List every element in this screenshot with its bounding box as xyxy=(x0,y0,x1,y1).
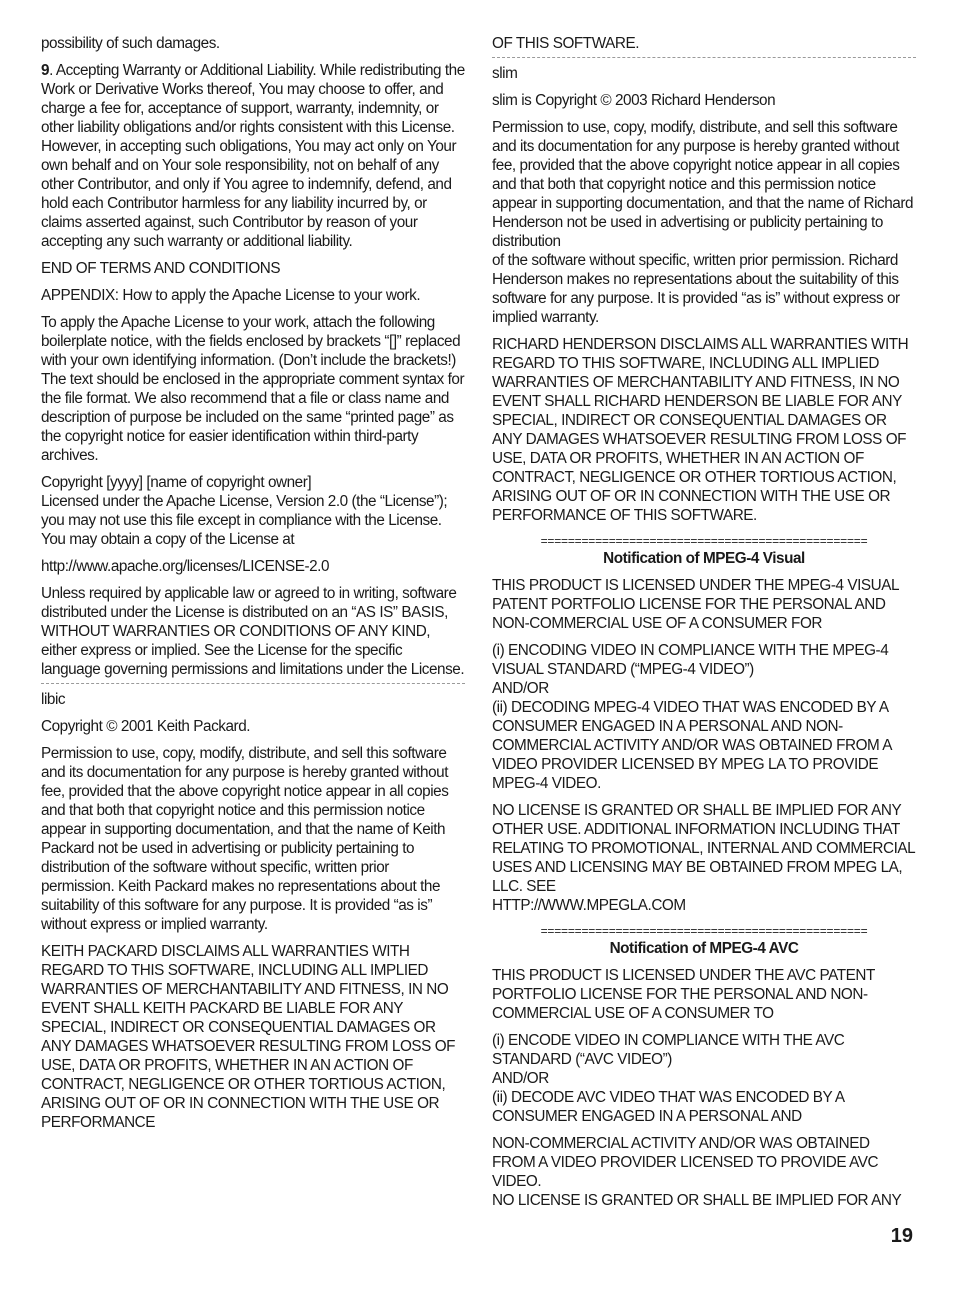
mpeg4-paragraph-3: NO LICENSE IS GRANTED OR SHALL BE IMPLIED FOR ANY OTHER USE. ADDITIONAL INFORMATION INCLUDING THAT RELATING TO PROMOTIONAL, INTERNAL AND COMMERCIAL USES AND LICENSING MAY BE OBTAINED FROM MPEG LA, LLC. SEE HTTP://WWW.MPEGLA.COM xyxy=(492,802,915,914)
page-number: 19 xyxy=(890,1225,913,1247)
libic-copyright: Copyright © 2001 Keith Packard. xyxy=(41,718,251,735)
mpeg4-paragraph-1: THIS PRODUCT IS LICENSED UNDER THE MPEG-4 VISUAL PATENT PORTFOLIO LICENSE FOR THE PERSONAL AND NON-COMMERCIAL USE OF A CONSUMER FOR xyxy=(492,577,899,632)
avc-paragraph-1: THIS PRODUCT IS LICENSED UNDER THE AVC PATENT PORTFOLIO LICENSE FOR THE PERSONAL AND NON-COMMERCIAL USE OF A CONSUMER TO xyxy=(492,967,875,1022)
license-url: http://www.apache.org/licenses/LICENSE-2.0 xyxy=(41,558,330,575)
continuation-text: possibility of such damages. xyxy=(41,35,220,52)
section-number: 9 xyxy=(41,62,50,79)
avc-paragraph-3: NON-COMMERCIAL ACTIVITY AND/OR WAS OBTAINED FROM A VIDEO PROVIDER LICENSED TO PROVIDE AVC VIDEO. NO LICENSE IS GRANTED OR SHALL BE IMPLIED FOR ANY xyxy=(492,1135,902,1209)
libic-disclaimer: KEITH PACKARD DISCLAIMS ALL WARRANTIES WITH REGARD TO THIS SOFTWARE, INCLUDING ALL IMPLIED WARRANTIES OF MERCHANTABILITY AND FITNESS, IN NO EVENT SHALL KEITH PACKARD BE LIABLE FOR ANY SPECIAL, INDIRECT OR CONSEQUENTIAL DAMAGES OR ANY DAMAGES WHATSOEVER RESULTING FROM LOSS OF USE, DATA OR PROFITS, WHETHER IN AN ACTION OF CONTRACT, NEGLIGENCE OR OTHER TORTIOUS ACTION, ARISING OUT OF OR IN CONNECTION WITH THE USE OR PERFORMANCE xyxy=(41,943,456,1131)
left-column xyxy=(41,34,465,1140)
mpeg4-paragraph-2: (i) ENCODING VIDEO IN COMPLIANCE WITH THE MPEG-4 VISUAL STANDARD (“MPEG-4 VIDEO”) AND/OR (ii) DECODING MPEG-4 VIDEO THAT WAS ENCODED BY A CONSUMER ENGAGED IN A PERSONAL AND NON-COMMERCIAL ACTIVITY AND/OR WAS OBTAINED FROM A VIDEO PROVIDER LICENSED BY MPEG LA TO PROVIDE MPEG-4 VIDEO. xyxy=(492,642,892,792)
slim-permission: Permission to use, copy, modify, distribute, and sell this software and its documentation for any purpose is hereby granted without fee, provided that the above copyright notice appear in all copies and that both that copyright notice and this permission notice appear in supporting documentation, and that the name of Richard Henderson not be used in advertising or publicity pertaining to distribution of the software without specific, written prior permission. Richard Henderson makes no representations about the suitability of this software for any purpose. It is provided “as is” without express or implied warranty. xyxy=(492,119,914,326)
libic-permission: Permission to use, copy, modify, distribute, and sell this software and its documentation for any purpose is hereby granted without fee, provided that the above copyright notice appear in all copies and that both that copyright notice and this permission notice appear in supporting documentation, and that the name of Keith Packard not be used in advertising or publicity pertaining to distribution of the software without specific, written prior permission. Keith Packard makes no representations about the suitability of this software for any purpose. It is provided “as is” without express or implied warranty. xyxy=(41,745,449,933)
double-rule: ================================================ xyxy=(540,925,868,937)
continuation-text: OF THIS SOFTWARE. xyxy=(492,35,640,52)
slim-title: slim xyxy=(492,65,518,82)
as-is-paragraph: Unless required by applicable law or agreed to in writing, software distributed under the License is distributed on an “AS IS” BASIS, WITHOUT WARRANTIES OR CONDITIONS OF ANY KIND, either express or implied. See the License for the specific language governing permissions and limitations under the License. xyxy=(41,585,465,678)
end-of-terms: END OF TERMS AND CONDITIONS xyxy=(41,260,281,277)
slim-disclaimer: RICHARD HENDERSON DISCLAIMS ALL WARRANTIES WITH REGARD TO THIS SOFTWARE, INCLUDING ALL IMPLIED WARRANTIES OF MERCHANTABILITY AND FITNESS, IN NO EVENT SHALL RICHARD HENDERSON BE LIABLE FOR ANY SPECIAL, INDIRECT OR CONSEQUENTIAL DAMAGES OR ANY DAMAGES WHATSOEVER RESULTING FROM LOSS OF USE, DATA OR PROFITS, WHETHER IN AN ACTION OF CONTRACT, NEGLIGENCE OR OTHER TORTIOUS ACTION, ARISING OUT OF OR IN CONNECTION WITH THE USE OR PERFORMANCE OF THIS SOFTWARE. xyxy=(492,336,909,524)
section-9-paragraph xyxy=(41,61,465,251)
right-column xyxy=(492,34,916,1218)
double-rule: ================================================ xyxy=(540,535,868,547)
divider xyxy=(492,57,916,58)
avc-paragraph-2: (i) ENCODE VIDEO IN COMPLIANCE WITH THE AVC STANDARD (“AVC VIDEO”) AND/OR (ii) DECODE AVC VIDEO THAT WAS ENCODED BY A CONSUMER ENGAGED IN A PERSONAL AND xyxy=(492,1032,845,1125)
mpeg4-visual-title: Notification of MPEG-4 Visual xyxy=(603,550,805,567)
divider xyxy=(41,683,465,684)
section-9-text: . Accepting Warranty or Additional Liability. While redistributing the Work or Derivative Works thereof, You may choose to offer, and charge a fee for, acceptance of support, warranty, indemnity, or other liability obligations and/or rights consistent with this License. However, in accepting such obligations, You may act only on Your own behalf and on Your sole responsibility, not on behalf of any other Contributor, and only if You agree to indemnify, defend, and hold each Contributor harmless for any liability incurred by, or claims asserted against, such Contributor by reason of your accepting any such warranty or additional liability. xyxy=(41,62,465,250)
boilerplate-notice: Copyright [yyyy] [name of copyright owner] Licensed under the Apache License, Version 2.0 (the “License”); you may not use this file except in compliance with the License. You may obtain a copy of the License at xyxy=(41,474,448,548)
appendix-paragraph: To apply the Apache License to your work, attach the following boilerplate notice, with the fields enclosed by brackets “[]” replaced with your own identifying information. (Don’t include the brackets!) The text should be enclosed in the appropriate comment syntax for the file format. We also recommend that a file or class name and description of purpose be included on the same “printed page” as the copyright notice for easier identification within third-party archives. xyxy=(41,314,465,464)
libic-title: libic xyxy=(41,691,66,708)
appendix-heading: APPENDIX: How to apply the Apache License to your work. xyxy=(41,287,421,304)
slim-copyright: slim is Copyright © 2003 Richard Henderson xyxy=(492,92,776,109)
mpeg4-avc-title: Notification of MPEG-4 AVC xyxy=(609,940,799,957)
